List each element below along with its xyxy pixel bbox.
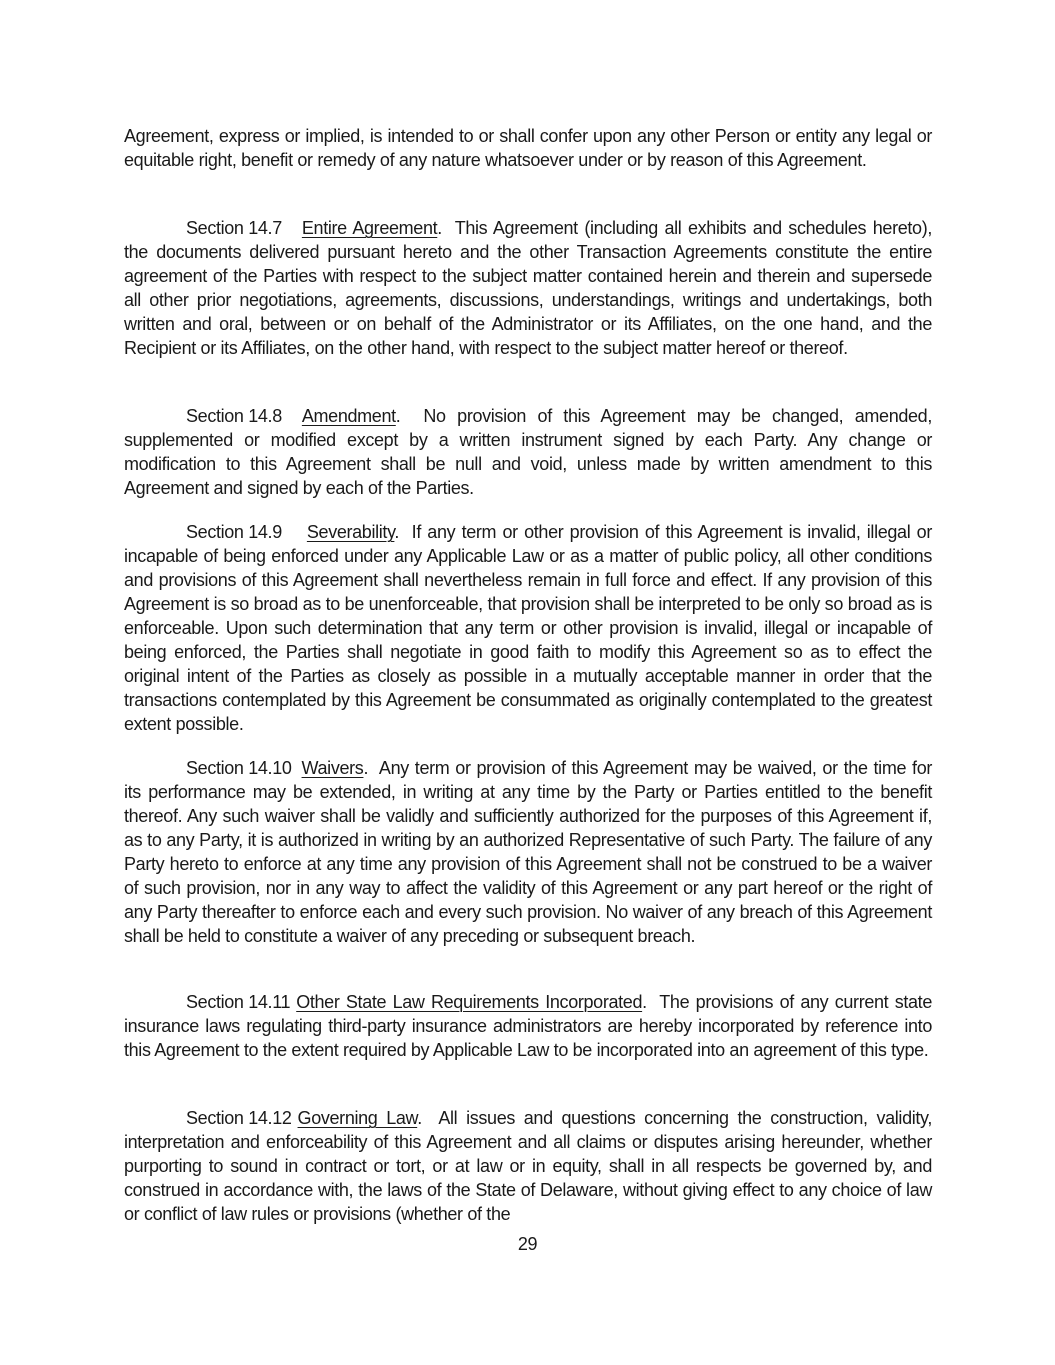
- heading-period: .: [363, 758, 369, 778]
- section-body: All issues and questions concerning the construction, validity, interpretation and enforceability of this Agreement and all claims or disputes arising hereunder, whether purporting to sound in contract or tort, or at law or in equity, shall in all respects be governed by, and construed in accordance with, the laws of the State of Delaware, without giving effect to any choice of law or conflict of law rules or provisions (whether of the: [124, 1108, 933, 1224]
- section-14-11-paragraph: [124, 990, 932, 1062]
- section-body: The provisions of any current state insurance laws regulating third-party insurance administrators are hereby incorporated by reference into this Agreement to the extent required by Applicable Law to be incorporated into an agreement of this type.: [124, 992, 932, 1060]
- section-heading: Waivers: [301, 758, 364, 778]
- section-number: Section 14.7: [186, 218, 282, 238]
- section-body: No provision of this Agreement may be changed, amended, supplemented or modified except by a written instrument signed by each Party. Any change or modification to this Agreement shall be null and void, unless made by written amendment to this Agreement and signed by each of the Parties.: [124, 406, 932, 498]
- section-number: Section 14.11: [186, 992, 291, 1012]
- section-14-9-paragraph: [124, 520, 932, 736]
- section-number: Section 14.10: [186, 758, 292, 778]
- section-body: This Agreement (including all exhibits and schedules hereto), the documents delivered pursuant hereto and the other Transaction Agreements constitute the entire agreement of the Parties with respect to the subject matter contained herein and therein and supersede all other prior negotiations, agreements, discussions, understandings, writings and undertakings, both written and oral, between or on behalf of the Administrator or its Affiliates, on the one hand, and the Recipient or its Affiliates, on the other hand, with respect to the subject matter hereof or thereof.: [124, 218, 932, 358]
- section-body: If any term or other provision of this Agreement is invalid, illegal or incapable of being enforced under any Applicable Law or as a matter of public policy, all other conditions and provisions of this Agreement shall nevertheless remain in full force and effect. If any provision of this Agreement is so broad as to be unenforceable, that provision shall be interpreted to be only so broad as is enforceable. Upon such determination that any term or other provision is invalid, illegal or incapable of being enforced, the Parties shall negotiate in good faith to modify this Agreement so as to effect the original intent of the Parties as closely as possible in a mutually acceptable manner in order that the transactions contemplated by this Agreement be consummated as originally contemplated to the greatest extent possible.: [124, 522, 932, 734]
- section-heading: Severability: [306, 522, 395, 542]
- section-number: Section 14.8: [186, 406, 282, 426]
- heading-period: .: [395, 406, 401, 426]
- section-heading: Other State Law Requirements Incorporated: [296, 992, 643, 1012]
- section-14-10-paragraph: [124, 756, 932, 948]
- page-number: 29: [517, 1234, 538, 1254]
- section-14-8-paragraph: [124, 404, 932, 500]
- section-14-12-paragraph: [124, 1106, 932, 1226]
- continuation-paragraph: Agreement, express or implied, is intended to or shall confer upon any other Person or entity any legal or equitable right, benefit or remedy of any nature whatsoever under or by reason of this Agreement.: [124, 126, 932, 170]
- section-14-7-paragraph: [124, 216, 932, 360]
- heading-period: .: [437, 218, 442, 238]
- section-heading: Entire Agreement: [301, 218, 438, 238]
- section-heading: Amendment: [301, 406, 396, 426]
- section-heading: Governing Law: [297, 1108, 418, 1128]
- heading-period: .: [394, 522, 400, 542]
- heading-period: .: [417, 1108, 422, 1128]
- section-body: Any term or provision of this Agreement may be waived, or the time for its performance may be extended, in writing at any time by the Party or Parties entitled to the benefit thereof. Any such waiver shall be validly and sufficiently authorized for the purposes of this Agreement if, as to any Party, it is authorized in writing by an authorized Representative of such Party. The failure of any Party hereto to enforce at any time any provision of this Agreement shall not be construed to be a waiver of such provision, nor in any way to affect the validity of this Agreement or any part hereof or the right of any Party thereafter to enforce each and every such provision. No waiver of any breach of this Agreement shall be held to constitute a waiver of any preceding or subsequent breach.: [124, 758, 932, 946]
- section-number: Section 14.9: [186, 522, 282, 542]
- heading-period: .: [642, 992, 647, 1012]
- section-number: Section 14.12: [186, 1108, 292, 1128]
